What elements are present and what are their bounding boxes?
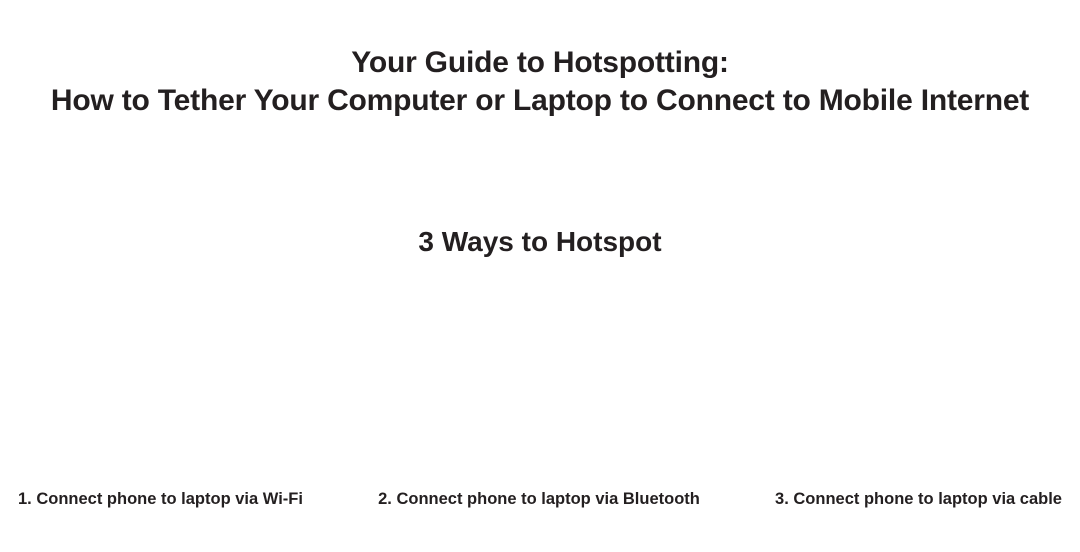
caption-item-cable: 3. Connect phone to laptop via cable xyxy=(775,490,1062,508)
section-heading: 3 Ways to Hotspot xyxy=(418,226,662,257)
caption-item-bluetooth: 2. Connect phone to laptop via Bluetooth xyxy=(378,490,700,508)
caption-row xyxy=(0,488,1080,510)
page-title xyxy=(0,44,1080,120)
title-line-primary: Your Guide to Hotspotting: xyxy=(351,46,729,79)
caption-item-wifi: 1. Connect phone to laptop via Wi-Fi xyxy=(18,490,303,508)
title-line-secondary: How to Tether Your Computer or Laptop to Connect to Mobile Internet xyxy=(50,84,1030,117)
